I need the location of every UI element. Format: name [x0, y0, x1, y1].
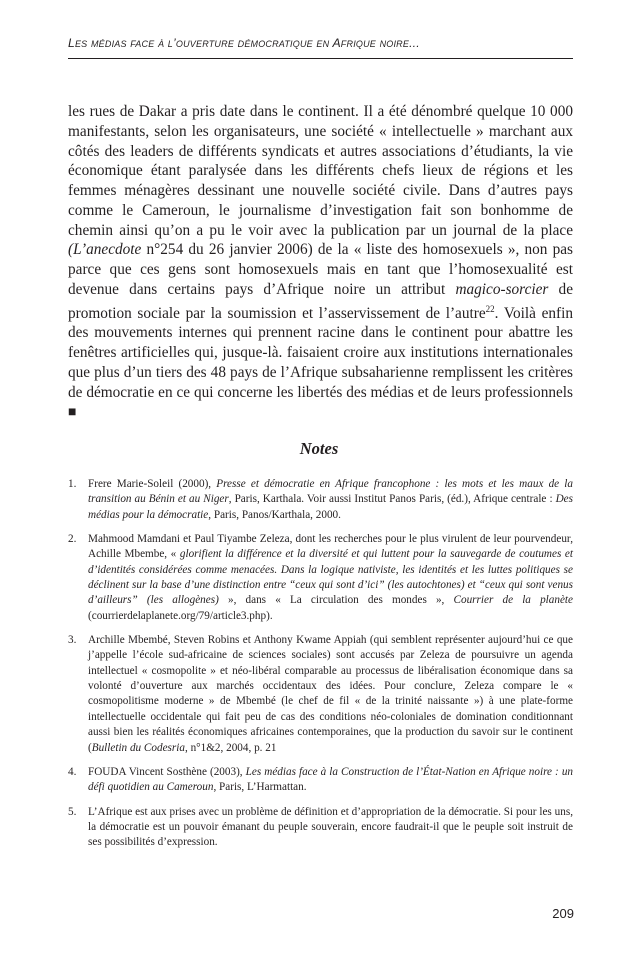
- header-rule: [68, 58, 573, 59]
- note-text: FOUDA Vincent Sosthène (2003),: [88, 765, 246, 778]
- notes-list: [68, 477, 573, 860]
- note-item: [68, 765, 573, 796]
- body-text-run: n°254 du 26 janvier 2006) de la « liste des homosexuels », non pas parce que ces gens sont homosexuels mais en tant que l’homosexualité est devenue dans certains pays d’Afrique noire un attribut: [68, 241, 573, 298]
- note-text: , Paris, Karthala. Voir aussi Institut Panos Paris, (éd.), Afrique centrale :: [228, 493, 556, 506]
- body-text-run: . Voilà enfin des mouvements internes qui prennent racine dans le continent pour abattre les fenêtres artificielles qui, jusque-là. faisaient croire aux institutions internationales que plus d’un tiers des 48 pays de l’Afrique subsaharienne remplissent les critères de démocratie en ce qui concerne les libertés des médias et de leurs professionnels: [68, 304, 574, 401]
- notes-heading: Notes: [299, 439, 339, 458]
- note-title: Des médias pour la démocratie: [88, 493, 573, 521]
- footnote-reference[interactable]: 22: [485, 303, 495, 314]
- note-text: Archille Mbembé, Steven Robins et Anthony Kwame Appiah (qui semblent représenter aujourd’hui ce que j’appelle l’école sud-africaine de sciences sociales) sont accusés par Zeleza de poursuivre un agenda intellectuel « cosmopolite » et néo-libéral comparable au processus de libéralisation économique dans sa volonté d’ouverture aux marchés occidentaux des idées. Pour conclure, Zeleza compare le « cosmopolitisme moderne » de Mbembé (le chef de fil « de la trinité naissante ») à une plate-forme intellectuelle occidentale qui fait peu de cas des conditions néo-coloniales de domination conditionnant aussi bien les réalités économiques africaines contemporaines, que la production du savoir sur le continent (: [88, 634, 573, 754]
- note-title: Les médias face à la Construction de l’État-Nation en Afrique noire : un défi quotidien au Cameroun: [88, 765, 574, 794]
- note-quote: glorifient la différence et la diversité et qui luttent pour la sauvegarde de coutumes et d’identités considérées comme menacées. Dans la logique nativiste, les identités et les luttes politiques se déclinent sur la base d’une distinction entre “ceux qui sont d’ici” (les autochtones) et “ceux qui sont venus d’ailleurs” (les allogènes): [88, 548, 573, 607]
- journal-title: (L’anecdote: [68, 241, 142, 259]
- note-number: 5.: [68, 805, 77, 818]
- note-item: [68, 532, 573, 624]
- note-text: Frere Marie-Soleil (2000),: [88, 478, 217, 490]
- note-title: Presse et démocratie en Afrique francophone : les mots et les maux de la transition au Bénin et au Niger: [88, 478, 573, 506]
- note-text: », dans « La circulation des mondes »,: [218, 594, 454, 607]
- body-paragraph: [68, 102, 573, 423]
- body-text-run: les rues de Dakar a pris date dans le continent. Il a été dénombré quelque 10 000 manifestants, selon les organisateurs, une société « intellectuelle » marchant aux côtés des leaders de différents syndicats et autres associations d’étudiants, la vie économique étant paralysée dans les différents chefs lieux de régions et les femmes ménagères dessinant une nouvelle société civile. Dans d’autres pays comme le Cameroun, le journalisme d’investigation fait son bonhomme de chemin ainsi qu’on a pu le voir avec la publication par un journal de la place: [68, 103, 573, 239]
- emphasis-term: magico-sorcier: [455, 280, 549, 298]
- note-text: , Paris, Panos/Karthala, 2000.: [208, 508, 341, 521]
- note-text: , Paris, L’Harmattan.: [213, 781, 307, 794]
- note-item: [68, 477, 573, 523]
- note-number: 4.: [68, 765, 77, 778]
- body-text: [68, 102, 573, 423]
- note-text: L’Afrique est aux prises avec un problème de définition et d’appropriation de la démocratie. Si pour les uns, la démocratie est un pouvoir émanant du peuple souverain, encore faudrait-il que le peuple soit instruit de ses possibilités d’expression.: [88, 805, 573, 849]
- note-item: [68, 805, 573, 851]
- note-text: Mahmood Mamdani et Paul Tiyambe Zeleza, dont les recherches pour le plus virulent de leur pourvendeur, Achille Mbembe, «: [88, 533, 573, 561]
- note-number: 3.: [68, 634, 77, 647]
- running-header: Les médias face à l’ouverture démocratique en Afrique noire...: [68, 36, 420, 50]
- note-text: (courrierdelaplanete.org/79/article3.php).: [88, 609, 273, 622]
- note-number: 1.: [68, 478, 77, 490]
- note-title: Courrier de la planète: [453, 594, 573, 607]
- body-text-run: de promotion sociale par la soumission et l’asservissement de l’autre: [68, 280, 574, 322]
- note-text: , n°1&2, 2004, p. 21: [184, 741, 277, 754]
- end-of-article-mark: ■: [68, 405, 77, 421]
- note-number: 2.: [68, 533, 77, 546]
- note-item: [68, 633, 573, 756]
- note-title: Bulletin du Codesria: [91, 741, 185, 754]
- page-number: 209: [552, 906, 574, 921]
